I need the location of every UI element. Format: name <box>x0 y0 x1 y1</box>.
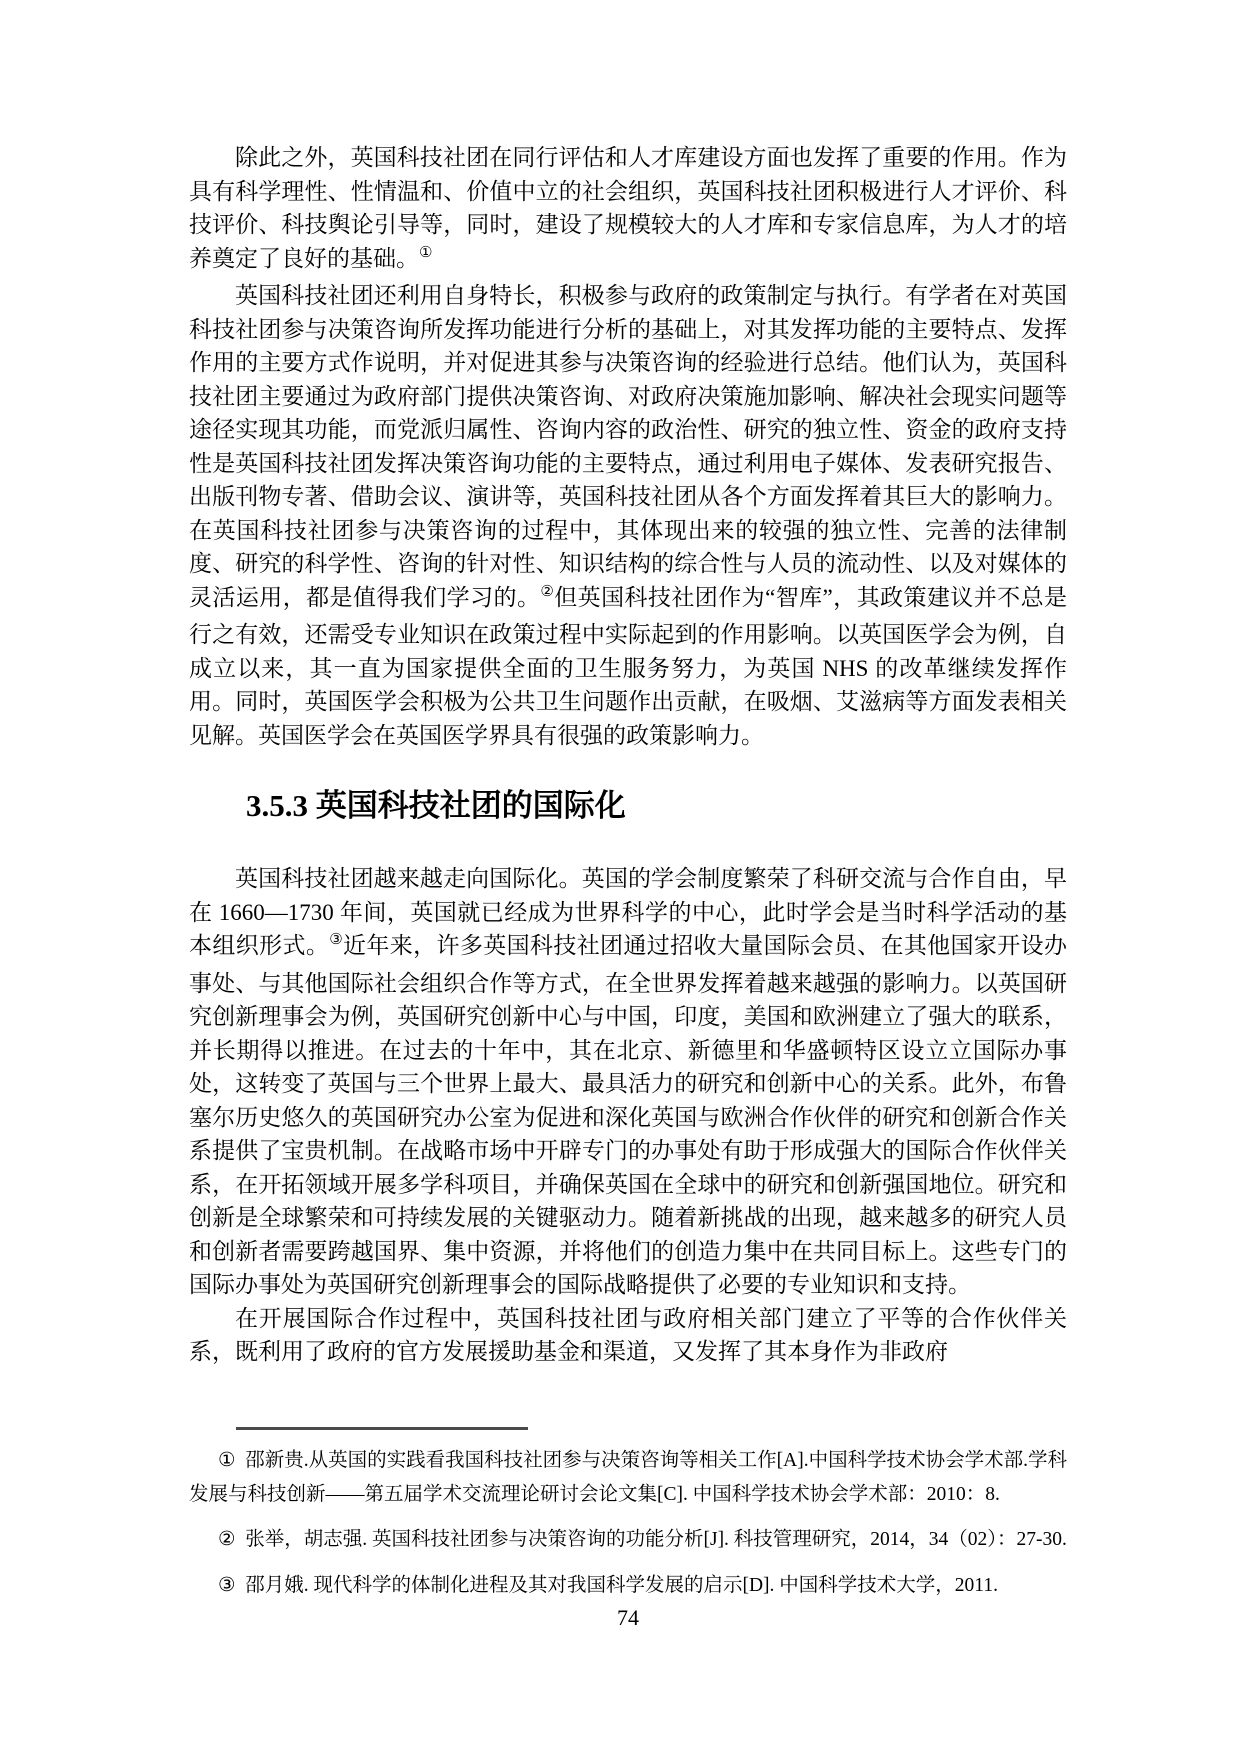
footnote-ref: ① <box>419 244 433 261</box>
text-run: 除此之外，英国科技社团在同行评估和人才库建设方面也发挥了重要的作用。作为具有科学理性、性情温和、价值中立的社会组织，英国科技社团积极进行人才评价、科技评价、科技舆论引导等，同时，建设了规模较大的人才库和专家信息库，为人才的培养奠定了良好的基础。 <box>189 145 1067 271</box>
section-heading: 3.5.3 英国科技社团的国际化 <box>246 788 626 823</box>
footnote: ② 张举，胡志强. 英国科技社团参与决策咨询的功能分析[J]. 科技管理研究，2014，34（02）：27-30. <box>218 1529 1067 1550</box>
footnote-list <box>189 1444 1067 1602</box>
footnote: ① 邵新贵.从英国的实践看我国科技社团参与决策咨询等相关工作[A].中国科学技术协会学术部.学科发展与科技创新——第五届学术交流理论研讨会论文集[C]. 中国科学技术协会学术部：2010：8. <box>189 1450 1067 1505</box>
text-run: 英国科技社团越来越走向国际化。英国的学会制度繁荣了科研交流与合作自由，早在 1660—1730 年间，英国就已经成为世界科学的中心，此时学会是当时科学活动的基本组织形式。 <box>189 866 1067 958</box>
footnote-divider <box>236 1427 528 1430</box>
content-flow <box>189 141 1067 1369</box>
paragraph <box>189 141 1067 279</box>
footnote-ref: ③ <box>329 932 344 948</box>
paragraph <box>189 1302 1067 1369</box>
page-number: 74 <box>617 1605 639 1630</box>
paragraph <box>189 862 1067 1302</box>
text-run: 但英国科技社团作为“智库”，其政策建议并不总是行之有效，还需受专业知识在政策过程中实际起到的作用影响。以英国医学会为例，自成立以来，其一直为国家提供全面的卫生服务努力，为英国 NHS 的改革继续发挥作用。同时，英国医学会积极为公共卫生问题作出贡献，在吸烟、艾滋病等方面发表相关见解。英国医学会在英国医学界具有很强的政策影响力。 <box>189 584 1068 748</box>
footnote: ③ 邵月娥. 现代科学的体制化进程及其对我国科学发展的启示[D]. 中国科学技术大学，2011. <box>218 1574 998 1596</box>
footnote-marker: ② <box>218 1529 236 1550</box>
footnote-section <box>189 1424 1067 1602</box>
text-run: 在开展国际合作过程中，英国科技社团与政府相关部门建立了平等的合作伙伴关系，既利用了政府的官方发展援助基金和渠道，又发挥了其本身作为非政府 <box>189 1305 1067 1364</box>
text-run: 近年来，许多英国科技社团通过招收大量国际会员、在其他国家开设办事处、与其他国际社会组织合作等方式，在全世界发挥着越来越强的影响力。以英国研究创新理事会为例，英国研究创新中心与中国，印度，美国和欧洲建立了强大的联系，并长期得以推进。在过去的十年中，其在北京、新德里和华盛顿特区设立立国际办事处，这转变了英国与三个世界上最大、最具活力的研究和创新中心的关系。此外，布鲁塞尔历史悠久的英国研究办公室为促进和深化英国与欧洲合作伙伴的研究和创新合作关系提供了宝贵机制。在战略市场中开辟专门的办事处有助于形成强大的国际合作伙伴关系，在开拓领域开展多学科项目，并确保英国在全球中的研究和创新强国地位。研究和创新是全球繁荣和可持续发展的关键驱动力。随着新挑战的出现，越来越多的研究人员和创新者需要跨越国界、集中资源，并将他们的创造力集中在共同目标上。这些专门的国际办事处为英国研究创新理事会的国际战略提供了必要的专业知识和支持。 <box>189 933 1068 1297</box>
text-run: 英国科技社团还利用自身特长，积极参与政府的政策制定与执行。有学者在对英国科技社团参与决策咨询所发挥功能进行分析的基础上，对其发挥功能的主要特点、发挥作用的主要方式作说明，并对促进其参与决策咨询的经验进行总结。他们认为，英国科技社团主要通过为政府部门提供决策咨询、对政府决策施加影响、解决社会现实问题等途径实现其功能，而党派归属性、咨询内容的政治性、研究的独立性、资金的政府支持性是英国科技社团发挥决策咨询功能的主要特点，通过利用电子媒体、发表研究报告、出版刊物专著、借助会议、演讲等，英国科技社团从各个方面发挥着其巨大的影响力。在英国科技社团参与决策咨询的过程中，其体现出来的较强的独立性、完善的法律制度、研究的科学性、咨询的针对性、知识结构的综合性与人员的流动性、以及对媒体的灵活运用，都是值得我们学习的。 <box>189 283 1067 610</box>
footnote-marker: ① <box>218 1450 236 1471</box>
footnote-ref: ② <box>540 583 555 600</box>
footnote-marker: ③ <box>218 1574 236 1596</box>
paragraph <box>189 279 1067 752</box>
